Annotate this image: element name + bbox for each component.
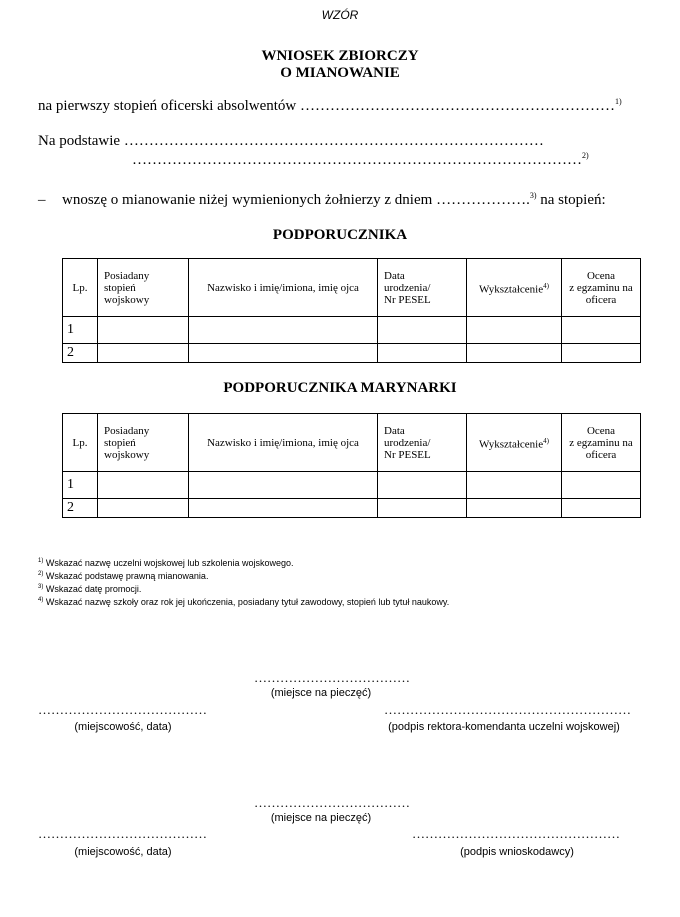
footnote <box>38 569 449 582</box>
footnotes <box>38 556 449 608</box>
table-header-row <box>63 414 641 472</box>
col-ocena-l2: z egzaminu na <box>569 281 633 294</box>
table-podporucznika <box>62 258 641 363</box>
date-fill-field[interactable]: ………………. <box>436 192 530 208</box>
document-title <box>0 48 680 82</box>
row-number: 1 <box>63 317 98 344</box>
footnote-ref-4: 4) <box>543 436 549 445</box>
col-lp: Lp. <box>63 414 98 472</box>
col-ocena <box>562 259 641 317</box>
intro-line-basis <box>38 133 544 150</box>
place-date-label-2: (miejscowość, data) <box>74 846 172 858</box>
col-wyksztalcenie <box>467 414 562 472</box>
col-data-l1: Data <box>384 424 405 437</box>
col-data-l3: Nr PESEL <box>384 293 431 306</box>
cell-ocena[interactable] <box>562 317 641 344</box>
place-date-field[interactable]: ………………………………… <box>38 702 207 717</box>
col-nazwisko: Nazwisko i imię/imiona, imię ojca <box>189 414 378 472</box>
basis-label: Na podstawie <box>38 133 124 149</box>
col-nazwisko: Nazwisko i imię/imiona, imię ojca <box>189 259 378 317</box>
footnote <box>38 556 449 569</box>
footnote-num: 4) <box>38 597 44 603</box>
applicant-signature-field[interactable]: ………………………………………… <box>412 826 620 841</box>
cell-nazwisko[interactable] <box>189 499 378 518</box>
cell-wyksztalcenie[interactable] <box>467 317 562 344</box>
graduates-fill-field[interactable]: ……………………………………………………… <box>300 98 616 114</box>
footnote-ref-4: 4) <box>543 281 549 290</box>
section-heading-podporucznika-marynarki: PODPORUCZNIKA MARYNARKI <box>223 380 457 396</box>
basis-fill-field[interactable]: ………………………………………………………………………… <box>123 133 544 149</box>
table-row <box>63 499 641 518</box>
col-stopien-l3: wojskowy <box>104 293 150 306</box>
section-heading-podporucznika: PODPORUCZNIKA <box>272 227 408 243</box>
table-row <box>63 317 641 344</box>
col-ocena-l2: z egzaminu na <box>569 436 633 449</box>
col-ocena-l1: Ocena <box>586 424 616 437</box>
cell-data[interactable] <box>378 472 467 499</box>
cell-nazwisko[interactable] <box>189 472 378 499</box>
row-number: 1 <box>63 472 98 499</box>
col-data <box>378 259 467 317</box>
cell-ocena[interactable] <box>562 344 641 363</box>
footnote-text: Wskazać podstawę prawną mianowania. <box>45 571 209 581</box>
col-wyksztalcenie <box>467 259 562 317</box>
template-label: WZÓR <box>321 8 359 22</box>
cell-wyksztalcenie[interactable] <box>467 499 562 518</box>
footnote <box>38 582 449 595</box>
table-header-row <box>63 259 641 317</box>
rector-signature-label: (podpis rektora-komendanta uczelni wojskowej) <box>388 721 620 733</box>
col-wyksztalcenie-label: Wykształcenie <box>479 283 544 296</box>
footnote-num: 1) <box>38 558 44 564</box>
footnote-ref-1: 1) <box>615 97 622 106</box>
row-number: 2 <box>63 344 98 363</box>
title-line-1: WNIOSEK ZBIORCZY <box>261 48 419 64</box>
cell-wyksztalcenie[interactable] <box>467 472 562 499</box>
cell-wyksztalcenie[interactable] <box>467 344 562 363</box>
footnote-num: 2) <box>38 571 44 577</box>
footnote-num: 3) <box>38 584 44 590</box>
intro-line-request <box>38 191 606 209</box>
cell-nazwisko[interactable] <box>189 317 378 344</box>
col-stopien-l2: stopień <box>104 436 136 449</box>
cell-stopien[interactable] <box>98 317 189 344</box>
col-ocena-l3: oficera <box>585 293 617 306</box>
cell-ocena[interactable] <box>562 499 641 518</box>
title-line-2: O MIANOWANIE <box>280 65 400 81</box>
graduates-label: na pierwszy stopień oficerski absolwentów <box>38 98 301 114</box>
dash: – <box>38 192 46 208</box>
cell-nazwisko[interactable] <box>189 344 378 363</box>
stamp-label-2: (miejsce na pieczęć) <box>270 812 372 824</box>
col-wyksztalcenie-label: Wykształcenie <box>479 438 544 451</box>
stamp-field[interactable]: ……………………………… <box>254 670 410 685</box>
cell-data[interactable] <box>378 317 467 344</box>
col-ocena-l1: Ocena <box>586 269 616 282</box>
col-stopien-l1: Posiadany <box>104 424 150 437</box>
cell-data[interactable] <box>378 499 467 518</box>
cell-stopien[interactable] <box>98 344 189 363</box>
cell-stopien[interactable] <box>98 472 189 499</box>
col-data-l1: Data <box>384 269 405 282</box>
col-stopien-l1: Posiadany <box>104 269 150 282</box>
col-lp: Lp. <box>63 259 98 317</box>
place-date-field-2[interactable]: ………………………………… <box>38 826 207 841</box>
rank-label: na stopień: <box>536 192 606 208</box>
stamp-field-2[interactable]: ……………………………… <box>254 795 410 810</box>
stamp-label: (miejsce na pieczęć) <box>270 687 372 699</box>
footnote <box>38 595 449 608</box>
col-stopien <box>98 414 189 472</box>
footnote-ref-3: 3) <box>529 191 537 200</box>
intro-line-basis-cont <box>132 151 589 169</box>
cell-ocena[interactable] <box>562 472 641 499</box>
intro-line-graduates <box>38 97 622 115</box>
col-stopien <box>98 259 189 317</box>
col-data-l2: urodzenia/ <box>384 281 431 294</box>
col-stopien-l2: stopień <box>104 281 136 294</box>
footnote-text: Wskazać datę promocji. <box>45 584 142 594</box>
table-row <box>63 344 641 363</box>
col-stopien-l3: wojskowy <box>104 448 150 461</box>
basis-fill-field-cont[interactable]: ……………………………………………………………………………… <box>132 152 582 168</box>
footnote-ref-2: 2) <box>582 151 589 160</box>
place-date-label: (miejscowość, data) <box>74 721 172 733</box>
col-data-l3: Nr PESEL <box>384 448 431 461</box>
applicant-signature-label: (podpis wnioskodawcy) <box>460 846 574 858</box>
col-data-l2: urodzenia/ <box>384 436 431 449</box>
request-label: wnoszę o mianowanie niżej wymienionych żołnierzy z dniem <box>62 192 437 208</box>
table-podporucznika-marynarki <box>62 413 641 518</box>
footnote-text: Wskazać nazwę uczelni wojskowej lub szkolenia wojskowego. <box>45 558 294 568</box>
footnote-text: Wskazać nazwę szkoły oraz rok jej ukończenia, posiadany tytuł zawodowy, stopień lub tytuł naukowy. <box>45 597 450 607</box>
col-ocena-l3: oficera <box>585 448 617 461</box>
cell-data[interactable] <box>378 344 467 363</box>
col-data <box>378 414 467 472</box>
col-ocena <box>562 414 641 472</box>
table-row <box>63 472 641 499</box>
row-number: 2 <box>63 499 98 518</box>
rector-signature-field[interactable]: ………………………………………………… <box>384 702 631 717</box>
cell-stopien[interactable] <box>98 499 189 518</box>
